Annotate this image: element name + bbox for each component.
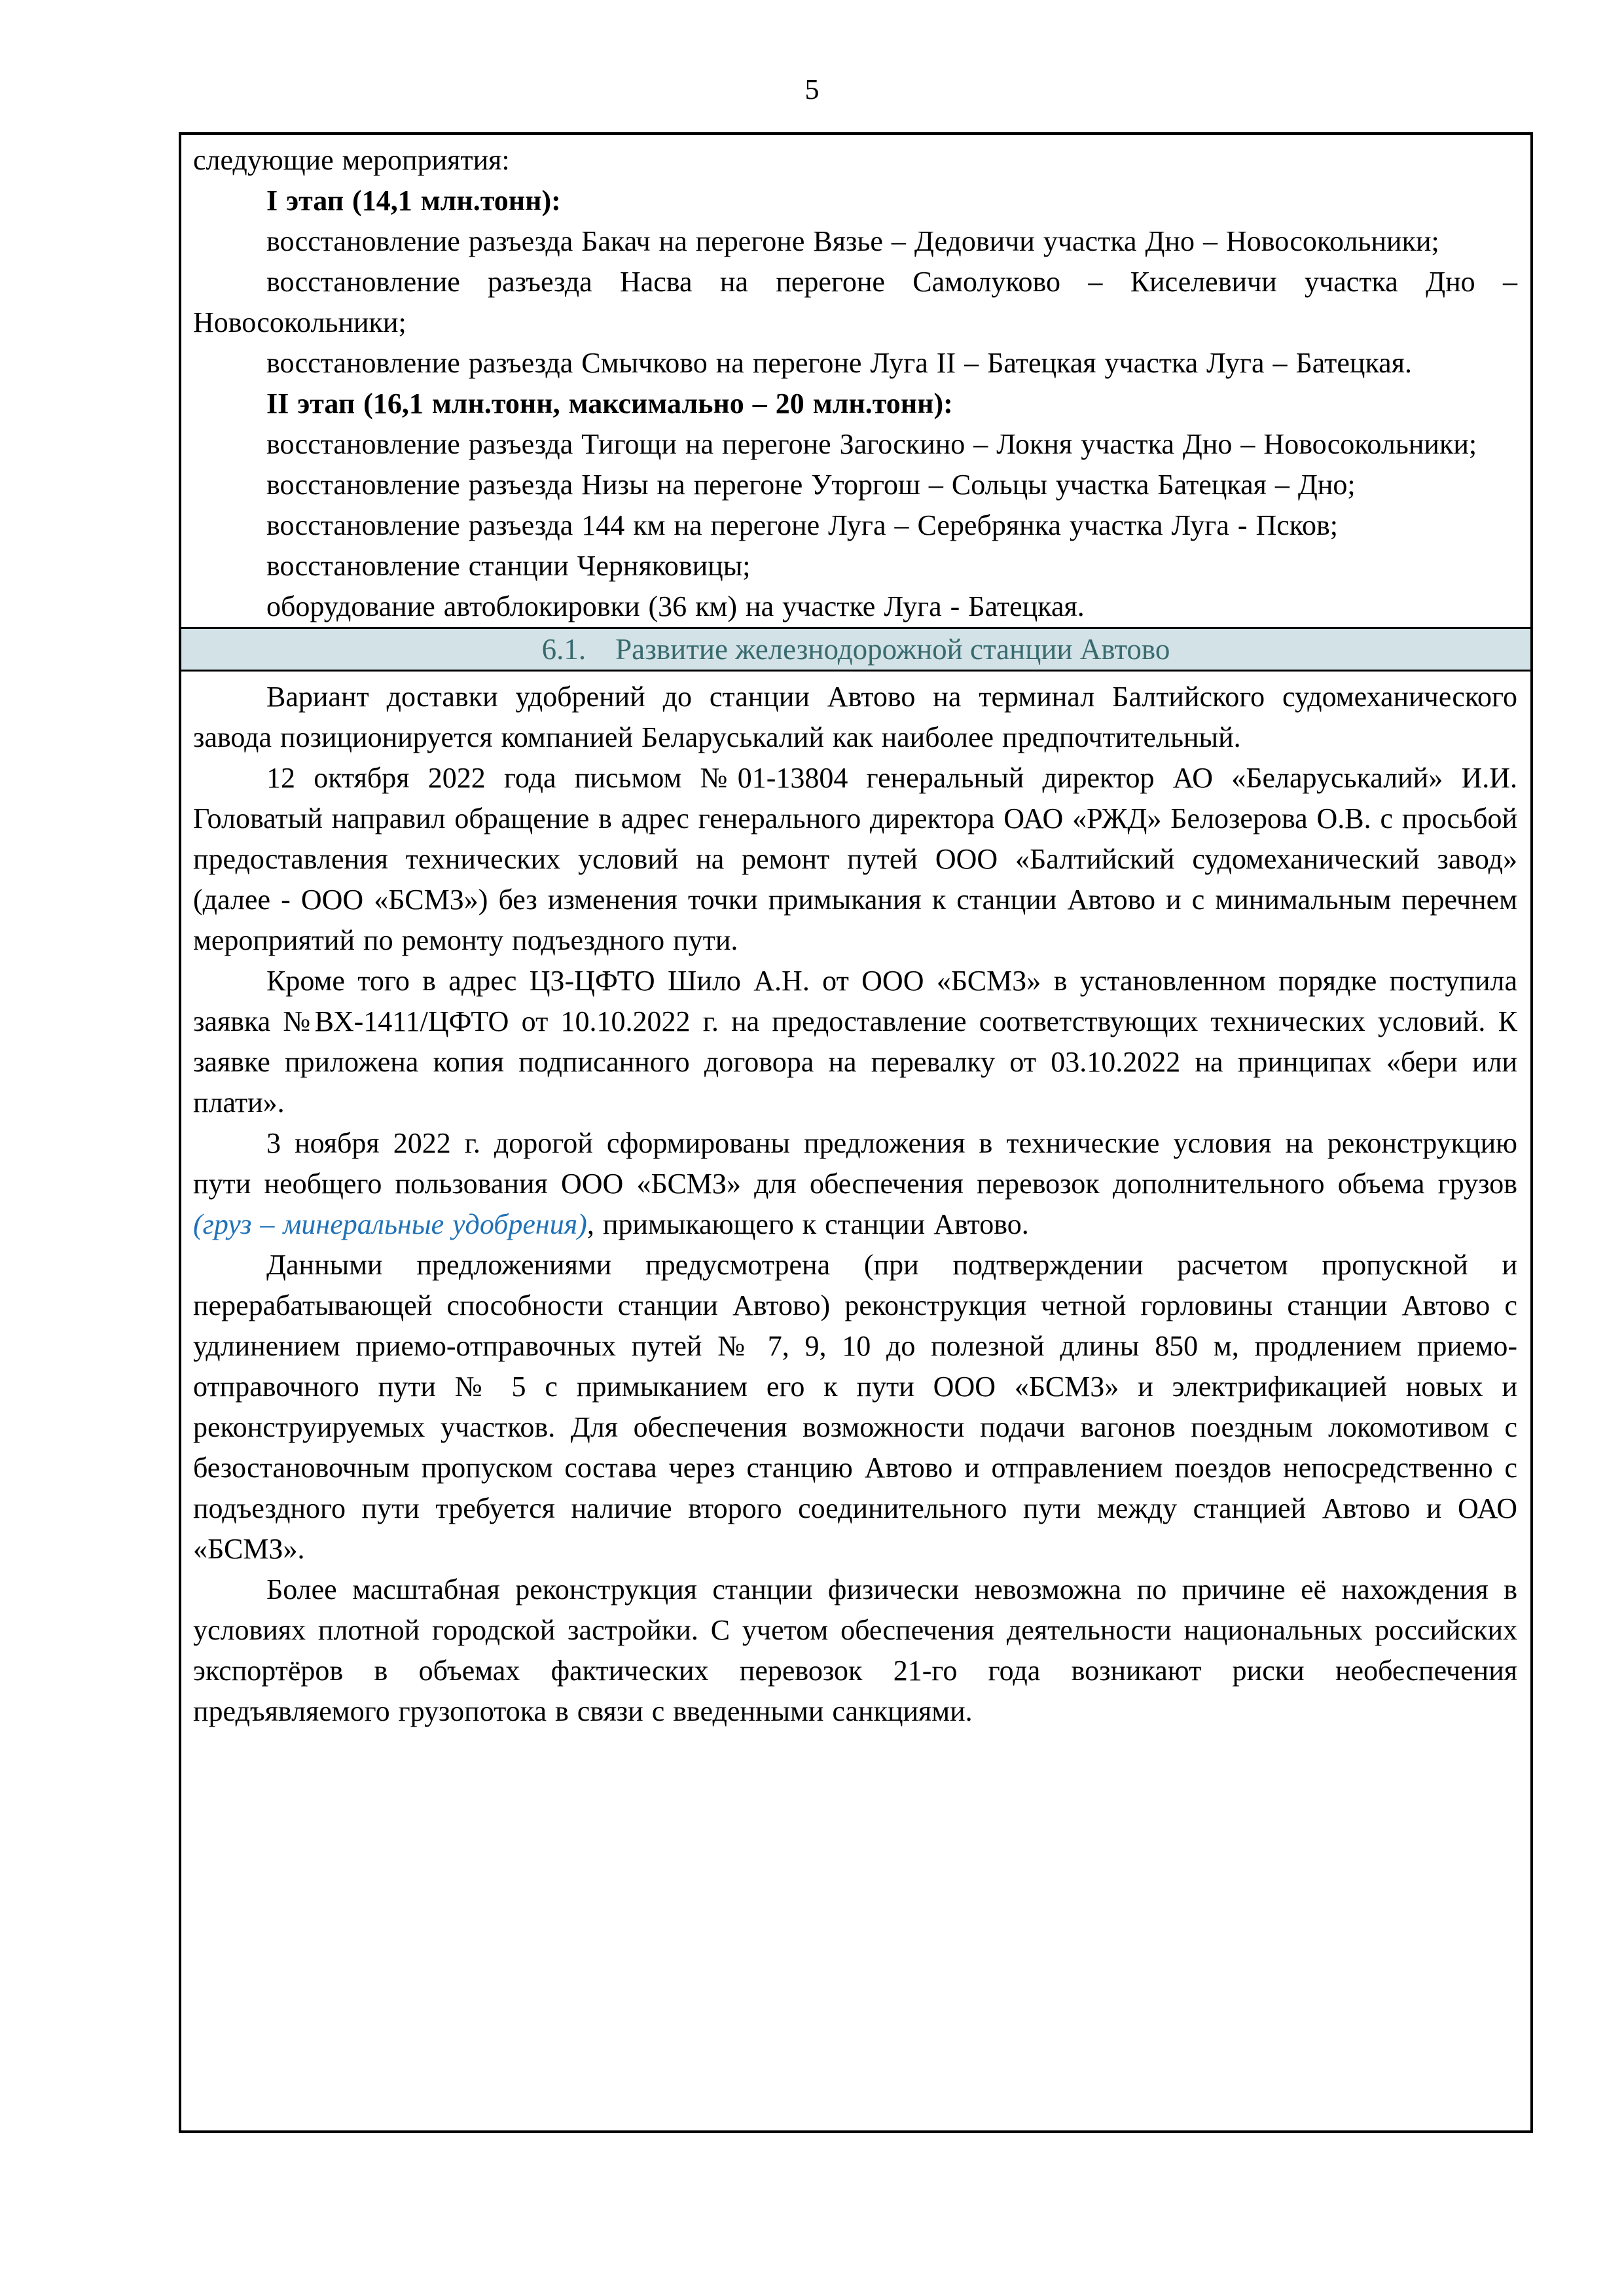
paragraph xyxy=(193,343,1517,384)
paragraph xyxy=(193,546,1517,586)
text-run: 12 октября 2022 года письмом №01-13804 генеральный директор АО «Беларуськалий» И.И. Головатый направил обращение в адрес генерального директора ОАО «РЖД» Белозерова О.В. с просьбой предоставления технических условий на ремонт путей ООО «Балтийский судомеханический завод» (далее - ООО «БСМЗ») без изменения точки примыкания к станции Автово и с минимальным перечнем мероприятий по ремонту подъездного пути. xyxy=(193,762,1517,956)
text-run: , примыкающего к станции Автово. xyxy=(586,1208,1029,1240)
paragraph xyxy=(193,1123,1517,1245)
text-run: восстановление разъезда Смычково на перегоне Луга II – Батецкая участка Луга – Батецкая. xyxy=(266,347,1412,379)
text-run: оборудование автоблокировки (36 км) на участке Луга - Батецкая. xyxy=(266,590,1085,622)
paragraph xyxy=(193,505,1517,546)
section-heading-title: Развитие железнодорожной станции Автово xyxy=(615,633,1170,666)
section-heading-number: 6.1. xyxy=(541,633,586,666)
text-run: восстановление разъезда Низы на перегоне Уторгош – Сольцы участка Батецкая – Дно; xyxy=(266,469,1356,501)
text-run: Кроме того в адрес ЦЗ-ЦФТО Шило А.Н. от ООО «БСМЗ» в установленном порядке поступила заявка №ВХ-1411/ЦФТО от 10.10.2022 г. на предоставление соответствующих технических условий. К заявке приложена копия подписанного договора на перевалку от 03.10.2022 на принципах «бери или плати». xyxy=(193,965,1517,1119)
text-run: восстановление разъезда Насва на перегоне Самолуково – Киселевичи участка Дно – Новосокольники; xyxy=(193,266,1517,338)
paragraph xyxy=(193,677,1517,758)
paragraph xyxy=(193,424,1517,465)
text-run: I этап (14,1 млн.тонн): xyxy=(266,185,561,217)
paragraph xyxy=(193,586,1517,627)
paragraph xyxy=(193,181,1517,221)
paragraph xyxy=(193,961,1517,1123)
paragraph xyxy=(193,1245,1517,1570)
paragraph xyxy=(193,221,1517,262)
paragraph xyxy=(193,262,1517,343)
text-run: восстановление станции Черняковицы; xyxy=(266,550,751,582)
text-run: восстановление разъезда 144 км на перегоне Луга – Серебрянка участка Луга - Псков; xyxy=(266,509,1338,541)
text-run: восстановление разъезда Бакач на перегоне Вязье – Дедовичи участка Дно – Новосокольники; xyxy=(266,225,1439,257)
text-run: 3 ноября 2022 г. дорогой сформированы предложения в технические условия на реконструкцию пути необщего пользования ООО «БСМЗ» для обеспечения перевозок дополнительного объема грузов xyxy=(193,1127,1517,1200)
paragraph xyxy=(193,140,1517,181)
text-run: II этап (16,1 млн.тонн, максимально – 20 млн.тонн): xyxy=(266,387,953,420)
text-run: восстановление разъезда Тигощи на перегоне Загоскино – Локня участка Дно – Новосокольники; xyxy=(266,428,1477,460)
text-run: Данными предложениями предусмотрена (при подтверждении расчетом пропускной и перерабатывающей способности станции Автово) реконструкция четной горловины станции Автово с удлинением приемо-отправочных путей № 7, 9, 10 до полезной длины 850 м, продлением приемо-отправочного пути № 5 с примыканием его к пути ООО «БСМЗ» и электрификацией новых и реконструируемых участков. Для обеспечения возможности подачи вагонов поездным локомотивом с безостановочным пропуском состава через станцию Автово и отправлением поездов непосредственно с подъездного пути требуется наличие второго соединительного пути между станцией Автово и ОАО «БСМЗ». xyxy=(193,1249,1517,1565)
text-run: Вариант доставки удобрений до станции Автово на терминал Балтийского судомеханического завода позиционируется компанией Беларуськалий как наиболее предпочтительный. xyxy=(193,681,1517,753)
paragraph xyxy=(193,384,1517,424)
paragraph xyxy=(193,465,1517,505)
document-text-box xyxy=(179,132,1533,2133)
paragraph xyxy=(193,758,1517,961)
avtovo-station-section xyxy=(181,672,1530,1744)
text-run: следующие мероприятия: xyxy=(193,144,510,176)
stage-measures-section xyxy=(181,135,1530,627)
section-heading-6-1 xyxy=(181,627,1530,672)
paragraph xyxy=(193,1570,1517,1732)
highlighted-text-run: (груз – минеральные удобрения) xyxy=(193,1208,587,1240)
page-number: 5 xyxy=(804,73,820,105)
text-run: Более масштабная реконструкция станции физически невозможна по причине её нахождения в условиях плотной городской застройки. С учетом обеспечения деятельности национальных российских экспортёров в объемах фактических перевозок 21-го года возникают риски необеспечения предъявляемого грузопотока в связи с введенными санкциями. xyxy=(193,1573,1517,1727)
